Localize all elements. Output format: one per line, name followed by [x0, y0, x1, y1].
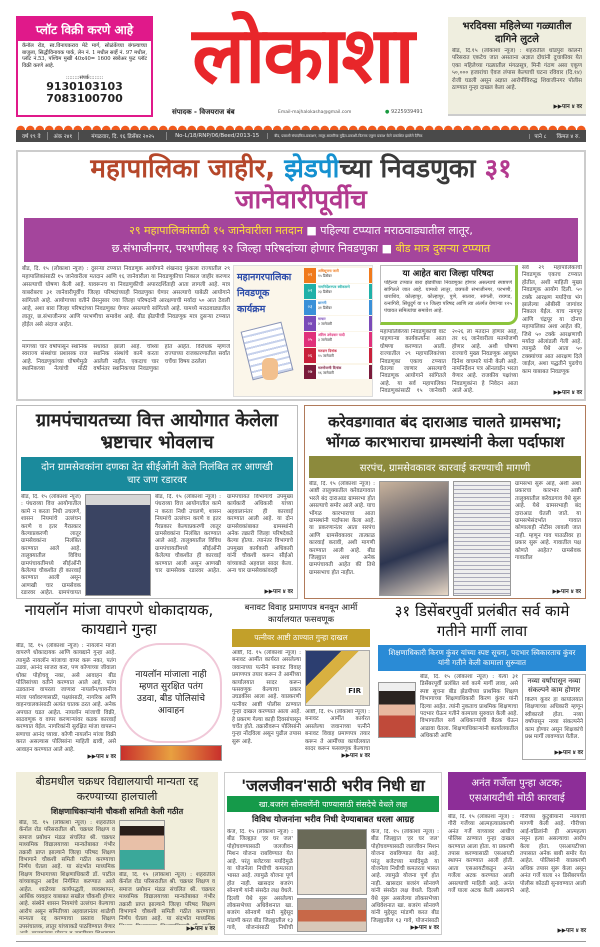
step-number: ०३	[304, 300, 316, 315]
scallop-border	[16, 121, 586, 130]
official-photo	[85, 494, 151, 596]
fir-illustration	[305, 650, 370, 706]
army-text-body: आष्टी, दि. १५ (लोकाशा न्यूज) : बनावट आर्मीत कार्यरत असलेल्या जवानाच्या पत्नीने बनावट विवाह प्रमाणपत्र तयार करून ते आर्मीच्या कार्यालयात सादर करून फसवणूक केल्याचा	[305, 709, 370, 752]
december-text-lead: बीड, दि. १५ (लोकाशा न्यूज) : येत्या ३१ डिसेंबरपूर्वी प्रलंबित सर्व कामे मार्गी लावा, असे स्पष्ट सूचना बीड झेडपीच्या प्राथमिक शिक्षण विभागाच्या शिक्षणाधिकारी किरण कुंवर यांनी दिल्या आहेत. त्यांनी नुकताच प्राथमिक शिक्षणाचा पदभार घेऊन गतीने कामाला सुरुवात केली आहे. विभागातील सर्व अधिकाऱ्यांची बैठक घेऊन आढावा घेतला. शिक्षणाधिकाऱ्यांनी कार्यालयातील अधिकारी आणि	[420, 674, 518, 740]
date-bar	[16, 130, 586, 142]
manja-more-link[interactable]: ▶▶पान ४ वर	[87, 754, 116, 760]
zp-list-box	[380, 265, 518, 325]
lead-more-link[interactable]: ▶▶पान ४ वर	[553, 390, 582, 396]
story-text-body: ग्रामसभा सुरू आहे, अशी अशा प्रकारचा कारभार आष्टी तालुक्यातील करेवडगाव येथे सुरू आहे. येथे ग्रामसभाही बंद दाराआड घेतली जाते. या ग्रामसभेसंदर्भात गावात कोणालाही नोटीस लावली जात नाही. म्हणून गाव पातळीवर हा प्रकार सुरू आहे. गावातील पक्ष कोणते आहेत? ग्रामसेवक गावातील	[515, 481, 581, 562]
step-label: मतमोजणी दिनांक	[318, 365, 342, 370]
lead-text-intro: बीड, दि. १५ (लोकाशा न्यूज) : दुसऱ्या टप्प्यात निवडणूक आयोगाने शंखनाद फुंकला राज्यातील २९ महापालिकांसाठी १५ जानेवारीला मतदान आणि १६ जानेवारीला या निवडणुकीचा निकाल जाहीर करणार असल्याची घोषणा केली आहे. यावरूनच या निवडणुकीची अपारदर्शिताही आता लागली आहे. मात्र याबरोबरच ३१ जानेवारीपूर्वीच जिल्हा परिषदांच्याही निवडणुका घेणार असल्याचे याबेळी आयोगाने सांगितले आहे. आयोगाच्या वतीने प्रेसनुसार ज्या जिल्हा परिषदांनी आरक्षणाची मर्यादा ५० आत ठेवली आहे, अशा बारा जिल्हा परिषदांच्या निवडणुका घेणार असल्याचे सांगितले आहे. यामध्ये मराठवाड्यातील लातूर, छ.संभाजीनगर आणि परभणीचा समावेश आहे. बीड झेडपीची निवडणूक मात्र दुसऱ्या टप्प्यात होईल असे अंदाज आहेत.	[22, 265, 230, 341]
banner-text: २९ महापालिकांसाठी १५ जानेवारीला मतदान	[129, 224, 303, 237]
ad-contact-label: ::::::::संपर्क::::::::	[65, 75, 103, 81]
lead-text-cont: मागच्या चार वर्षांपासून स्थानिक स्वराज्य संस्थांचा प्रशासक राज आहे. निवडणुकांच्या घोषणेमुळे स्थानिकच्या नेत्यांची मोठी संधावत झाली आहे. चौथ्या स्थानिक संस्थांचे कामे करता आलेली नाहीत. एकदाच चार वर्षांनंतर स्थानिकच्या निवडणुका होत आहेत. विरोधक म्हणजे राज्याच्या राजकारणातील सर्वांत चर्चेचा विषय ठरलेला	[22, 344, 230, 373]
story-body	[227, 829, 439, 932]
step-date: १५ जानेवारी	[318, 354, 334, 359]
story-headline: बीडमधील चक्रधर विद्यालयाची मान्यता रद्द करण्याच्या हालचाली	[35, 775, 199, 803]
story-body	[305, 478, 585, 598]
election-infographic	[233, 265, 373, 397]
page-bottom-rule	[16, 941, 586, 942]
banner-text: पहिल्या टप्प्यात मराठवाड्यातील लातूर,	[320, 224, 473, 237]
step-number: ०४	[304, 316, 316, 331]
email: Email-majhalokasha@gmail.com	[278, 110, 352, 115]
pages: पाने ८	[534, 134, 547, 140]
issue: अंक २४१	[48, 132, 80, 140]
step-label: छाननी	[318, 301, 327, 306]
step-detail	[316, 316, 334, 331]
infographic-step	[304, 300, 372, 315]
story-more-link[interactable]: ▶▶पान ४ वर	[186, 926, 215, 932]
mp-speech-photo	[297, 829, 367, 895]
ad-title: प्लॉट विक्री करणे आहे	[18, 18, 151, 41]
infographic-title-line: निवडणूक	[237, 288, 270, 299]
infographic-step	[304, 365, 372, 380]
manja-callout: नायलॉन मांजाला नाही म्हणत सुरक्षित पतंग उडवा, बीड पोलिसांचे आवाहन	[120, 643, 222, 743]
story-text-body: बीड, दि. १५ (लोकाशा न्यूज) : शहरातील कॅनॉल रोड परिसरातील श्री. चक्रधर शिक्षण व समाज प्रबोधन मंडळ संचलित श्री. चक्रधर माध्यमिक विद्यालयाच्या मान्यतेबाबत गंभीर तक्रारी प्राप्त झाल्याने जिल्हा परिषद शिक्षण विभागाने चौकशी समिती गठीत करण्याचा निर्णय घेतला आहे. या संदर्भात माध्यमिक	[119, 872, 215, 923]
step-date: ३ जानेवारी	[318, 338, 332, 343]
step-date: १६ जानेवारी	[318, 370, 334, 375]
story-headline: करेवडगावात बंद दाराआड चालते ग्रामसभा; भोंगळ कारभाराचा ग्रामस्थांनी केला पर्दाफाश	[325, 413, 565, 451]
side-story-title: भरदिवसा महिलेच्या गळ्यातील दागिने लुटले	[462, 21, 572, 45]
story-anant-garje	[448, 772, 586, 935]
infographic-step	[304, 284, 372, 299]
story-banner: दोन ग्रामसेवकांना दणका देत सीईओंनी केले निलंबित तर आणखी चार जण रडारवर	[21, 457, 293, 491]
date: मंगळवार, दि. १६ डिसेंबर २०२५	[79, 132, 167, 140]
step-detail	[316, 332, 347, 347]
army-right-column	[305, 650, 370, 760]
story-more-link[interactable]: ▶▶पान ४ वर	[264, 589, 293, 595]
story-text-b-column	[515, 481, 581, 596]
lead-text-right-body: सर्व २९ महापालिकांची निवडणूक एकाच टप्प्यात होतील, अशी माहिती मुख्य निवडणूक आयोग दिली. ५० टक्के आरक्षण मर्यादेचा भंग झालेल्या ओबीसी जागांवर निकाल येईल. याच नागपूर आणि चंद्रपूर या दोनच महापालिका अशा आहेत की, जिथे ५० टक्के आरक्षणाची मर्यादा ओलांडली गेली आहे. त्यामुळे येथे आता ५० टक्क्यांच्या आत आरक्षण दिले जाईल, अशा पद्धतीने पुढचेच काम याबाबत निवडणूक	[522, 265, 582, 375]
headline-part: महापालिका जाहीर,	[90, 154, 285, 184]
story-headline: अनंत गर्जेला पुन्हा अटक; एसआयटीची मोठी कारवाई	[448, 772, 586, 810]
lead-banner: २९ महापालिकांसाठी १५ जानेवारीला मतदान ■ पहिल्या टप्प्यात मराठवाड्यातील लातूर, छ.संभाजीनगर, परभणीसह १२ जिल्हा परिषदांच्या होणार निवडणुका ■ बीड मात्र दुसऱ्या टप्प्यात	[24, 218, 578, 262]
story-army-fraud	[232, 602, 370, 760]
lead-mid-column	[380, 265, 518, 397]
story-text-body: केज, दि. १५ (लोकाशा न्यूज) : बीड जिल्ह्यात 'हर घर जल' पोहोचवण्यासाठी जलजीवन मिशन योजना राबविण्यात येत आहे. परंतु बजेटच्या मर्यादेमुळे या योजनेला निधीची कमतरता भासत आहे. त्यामुळे योजना पूर्ण होत नाही. खासदार बजरंग सोनवणे यांनी संसदेत लक्ष वेधले. दिल्ली येथे सुरू असलेल्या लोकसभेच्या अधिवेशनात खा. बजरंग सोनवणे यांनी मुद्देसूद मांडणी करत बीड जिल्ह्यातील १३ गावे, योजनांसाठी	[371, 829, 439, 924]
kite-thread-photo	[120, 745, 222, 761]
ad-phone-1: 9130103103	[46, 80, 123, 93]
story-body	[17, 491, 297, 598]
infographic-step	[304, 348, 372, 363]
step-date: १५ डिसेंबर	[318, 274, 332, 278]
step-number: ०७	[304, 365, 316, 380]
lead-body	[18, 265, 584, 399]
editor-line: संपादक - विजयराज बंब	[172, 108, 235, 116]
publisher-note: बीड, प्रकाशी संपादकिय-प्रकाशन, लातूर-सातारिया मुद्रित-प्रकाशी-वितरक एकूण प्रकाश केले प्रकाशित झालेले दैनिक	[268, 134, 530, 139]
december-lead-column	[378, 674, 518, 760]
fir-label: FIR	[348, 687, 361, 695]
story-right-column	[119, 820, 215, 933]
lead-left-column	[22, 265, 230, 397]
army-text-a: आष्टी, दि. १५ (लोकाशा न्यूज) : बनावट आर्मीत कार्यरत असलेल्या जवानाच्या पत्नीने बनावट विवाह प्रमाणपत्र तयार करून ते आर्मीच्या कार्यालयात सादर करून फसवणूक केल्याचा प्रकार उघडकीस आला आहे. याप्रकरणी पत्नीवर आष्टी पोलीस ठाण्यात गुन्हा दाखल करण्यात आला आहे. हे प्रकरण गेल्या काही दिवसांपासून चर्चेत होते. तक्रारीवरून पोलिसांनी गुन्हा नोंदविला असून पुढील तपास सुरू आहे.	[232, 650, 301, 745]
sidebox-title: नव्या वर्षापासून नव्या संकल्पने काम होणार	[527, 677, 581, 694]
manja-callout-column	[120, 643, 222, 761]
headline-part: झेडपी	[284, 154, 340, 184]
december-more-link[interactable]: ▶▶पान ४ वर	[554, 750, 583, 756]
step-number: ०५	[304, 332, 316, 347]
volume: वर्ष १९ वे	[16, 132, 48, 140]
infographic-title-line: कार्यक्रम	[237, 304, 266, 315]
sidebox-text-body: किरण कुंवर हा कार्यालयात शिक्षणाच्या अधिकारी म्हणून स्वीकारले होता. नव्या वर्षापासून नव्या संकल्पनेने काम होणार असून शिक्षकांचे प्रश्न मार्गी लावण्यात येतील.	[525, 697, 583, 741]
step-label: मतदान दिनांक	[318, 349, 337, 354]
headline-part: ३१ जानेवारीपूर्वीच	[235, 154, 512, 215]
side-story-text: बीड, दि.१५ (लोकाशा न्यूज) : शहरातील धोंडपुरा कॉलनी परिसरात एकटेच जात असताना अज्ञात दोघांनी दुचाकीवर येत एका महिलेच्या गळ्यातील मंगळसूत्र, मिनी गंठण असा एकूण ५०,००० हजारांचा ऐवज लंपास केल्याची घटना रविवार (दि.१४) रोजी घडली असून अज्ञात आरोपींविरुद्ध शिवाजीनगर पोलीस ठाण्यात गुन्हा दाखल केला आहे.	[452, 48, 582, 92]
villager-photo	[379, 481, 449, 596]
step-detail	[316, 268, 341, 283]
step-label: माघार	[318, 317, 326, 322]
step-number: ०६	[304, 348, 316, 363]
story-text-b-column	[371, 829, 439, 932]
story-text-body: बीड, दि. १५ (लोकाशा न्यूज) : गौरी गर्जेच्या आत्महत्याप्रकरणी अनंत गर्जे याच्यावर आधीच पोलिस ठाण्यात गुन्हा दाखल करण्यात आला होता. या प्रकरणी तपास करण्यासाठी एसआयटी स्थापन करण्यात आली होती. आता एसआयटीकडून अनंत गर्जेला अटक करण्यात आली असल्याची माहिती आहे. अनंत गर्जे याला अटक केली असल्याने गौरीच्या कुटुंबीयांनी न्यायाची मागणी केली आहे. गौरीच्या आई-वडिलांनी ही आत्महत्या नसून हत्या असल्याचा आरोप केला होता. एसआयटीच्या तपासात अनेक बाबी समोर येत आहेत. पोलिसांनी याप्रकरणी अधिक तपास सुरू केला असून अनंत गर्जे याला २२ डिसेंबरपर्यंत पोलीस कोठडी सुनावण्यात आली आहे.	[448, 814, 586, 895]
side-story	[448, 17, 586, 116]
story-subhead: विविध योजनांना भरीव निधी देण्याबाबत धरला आग्रह	[252, 815, 414, 825]
december-body	[378, 674, 586, 760]
story-more-link[interactable]: ▶▶पान ४ वर	[410, 925, 439, 931]
story-text-a: बीड, दि. १५ (लोकाशा न्यूज) : पंधराव्या वित्त आयोगातील कामे न करता निधी उचलणे, शासन नियमांचे उल्लंघन करणे व इतर गैरप्रकार केल्याप्रकरणी लातूर ग्रामसेवकांना निलंबित करण्यात आले आहे. तालुक्यातील विविध ग्रामपंचायतींमध्ये सीईओंनी केलेल्या चौकशीत ही कारवाई करण्यात आली असून आणखी चार ग्रामसेवक रडारवर आहेत. ग्रामपंचायत	[21, 494, 81, 596]
document-photo	[453, 481, 511, 596]
whatsapp-icon: ●	[385, 109, 390, 115]
story-banner: सरपंच, ग्रामसेवकावर कारवाई करण्याची मागणी	[309, 456, 581, 478]
parliament-photo	[297, 898, 367, 932]
story-text-a: केज, दि. १५ (लोकाशा न्यूज) : बीड जिल्ह्यात 'हर घर जल' पोहोचवण्यासाठी जलजीवन मिशन योजना राबविण्यात येत आहे. परंतु बजेटच्या मर्यादेमुळे या योजनेला निधीची कमतरता भासत आहे. त्यामुळे योजना पूर्ण होत नाही. खासदार बजरंग सोनवणे यांनी संसदेत लक्ष वेधले. दिल्ली येथे सुरू असलेल्या लोकसभेच्या अधिवेशनात खा. बजरंग सोनवणे यांनी मुद्देसूद मांडणी करत बीड जिल्ह्यातील १३ गावे, योजनांसाठी निधीची	[227, 829, 293, 932]
education-officer-photo	[378, 682, 416, 738]
step-label: नामनिर्देशनपत्र स्वीकारणे	[318, 285, 350, 290]
infographic-title-line: महानगरपालिका	[237, 272, 292, 283]
story-headline: 'जलजीवन'साठी भरीव निधी द्या	[241, 776, 425, 795]
manja-text-column	[16, 643, 116, 761]
step-date: २ जानेवारी	[318, 322, 332, 327]
step-detail	[316, 348, 339, 363]
december-headline: ३१ डिसेंबरपुर्वी प्रलंबीत सर्व कामे गतीने मार्गी लावा	[394, 602, 570, 640]
story-text-body: बीड, दि. १५ (लोकाशा न्यूज) : पंधराव्या वित्त आयोगातील कामे न करता निधी उचलणे, शासन नियमांचे उल्लंघन करणे व इतर गैरप्रकार केल्याप्रकरणी लातूर ग्रामसेवकांना निलंबित करण्यात आले आहे. तालुक्यातील विविध ग्रामपंचायतींमध्ये सीईओंनी केलेल्या चौकशीत ही कारवाई करण्यात आली असून आणखी चार ग्रामसेवक रडारवर आहेत. ग्रामपंचायत विभागाचे उपमुख्य कार्यकारी अधिकारी यांच्या अहवालानंतर ही कारवाई करण्यात आली आहे. या दोन ग्रामसेवकांबाबत ग्रामस्थांनी अनेक तक्रारी जिल्हा परिषदेकडे केल्या होत्या. त्यानंतर विभागाचे उपमुख्य कार्यकारी अधिकारी यांनी चौकशी करून सीईओ यांच्याकडे अहवाल सादर केला. अन्य चार ग्रामसेवकांवरही	[155, 494, 293, 575]
story-photos	[297, 829, 367, 932]
infographic-step	[304, 316, 372, 331]
infographic-step	[304, 332, 372, 347]
officer-woman-photo	[119, 820, 165, 870]
story-text-a: बीड, दि. १५ (लोकाशा न्यूज) : आष्टी तालुक्यातील करेवडगावात भरले बंद दाराआड ग्रामसभा होत असल्याचे समोर आले आहे. याच भोंगळ कारभाराचा आता ग्रामस्थांनी पर्दाफाश केला आहे. या प्रकरणानंतर आता सरपंच आणि ग्रामसेवकावर तात्काळ कारवाई करावी, अशी मागणी करण्यात आली आहे. बीड जिल्ह्यात अशा अनेक ग्रामपंचायती आहेत की तिथे ग्रामसभाच होत नाहीत.	[309, 481, 375, 576]
side-story-more-link[interactable]: ▶▶पान ४ वर	[553, 104, 582, 110]
story-december-deadline	[378, 601, 586, 760]
december-sidebox	[522, 674, 586, 760]
lead-story	[16, 150, 586, 401]
infographic-step	[304, 268, 372, 283]
story-chakradhar-school	[16, 772, 218, 935]
zp-list-title: या आहेत बारा जिल्हा परिषदा	[402, 269, 494, 279]
step-detail	[316, 284, 352, 299]
story-text-body: बीड, दि. १५ (लोकाशा न्यूज) : शहरातील कॅनॉल रोड परिसरातील श्री. चक्रधर शिक्षण व समाज प्रबोधन मंडळ संचलित श्री. चक्रधर माध्यमिक विद्यालयाच्या मान्यतेबाबत गंभीर तक्रारी प्राप्त झाल्याने जिल्हा परिषद शिक्षण विभागाने चौकशी समिती गठीत करण्याचा निर्णय घेतला आहे. या संदर्भात माध्यमिक शिक्षण विभागाच्या शिक्षणाधिकारी डॉ. पाटील यांच्याकडून आदेश निर्गमित करण्यात आले आहेत. शाळेच्या कार्यपद्धती, व्यवस्थापन, आर्थिक व्यवहार याबाबत सखोल चौकशी होणार आहे. संस्थेने शासन नियमांचे उल्लंघन केल्याचा आरोप असून समितीच्या अहवालानंतर शाळेची मान्यता रद्द करण्याचा प्रस्ताव शिक्षण उपसंचालक, लातूर यांच्याकडे पाठविण्यात येणार	[19, 820, 115, 930]
step-number: ०१	[304, 268, 316, 283]
story-text-b-column	[155, 494, 293, 596]
infographic-title	[237, 270, 291, 318]
army-more-link[interactable]: ▶▶पान ४ वर	[341, 753, 370, 759]
step-date: ३१ डिसेंबर	[318, 306, 332, 311]
price: किंमत ४ रु.	[556, 134, 580, 140]
story-banner: खा.बजरंग सोनवणेंनी पाण्यासाठी संसदेचे वेधले लक्ष	[227, 796, 439, 812]
voting-hand-icon	[262, 358, 278, 380]
banner-text: छ.संभाजीनगर, परभणीसह १२ जिल्हा परिषदांच्या होणार निवडणुका	[111, 242, 379, 255]
phone-number: 9225939491	[390, 109, 423, 115]
story-finance-commission	[16, 405, 298, 599]
story-subhead: शिक्षणाधिकाऱ्यांनी चौकशी समिती केली गठीत	[50, 807, 184, 816]
army-banner: पत्नीवर आष्टी ठाण्यात गुन्हा दाखल	[232, 629, 370, 647]
infographic-steps	[304, 268, 372, 381]
story-karewadgaon	[304, 405, 586, 599]
story-jaljeevan	[224, 772, 442, 935]
lead-text-municipal: महापालिकेच्या निवडणुकांची वाट पाहणाऱ्या कार्यकर्त्यांना आता घोषणा करण्यात आली. राज्यातील २९ महापालिकांच्या निवडणुका एकाच टप्प्यात घेतल्या जाणार असल्याचे निवडणूक आयोगाने सांगितले आहे. या सर्व महापालिका निवडणुकांसाठी १५ जानेवारी २०२६ ला मतदान होणार आहे, तर १६ जानेवारीला मतमोजणी होणार आहे. अशी घोषणा राज्याचे मुख्य निवडणूक आयुक्त दिनेश वाघमारे यांनी केली आहे. नामनिर्देशन पत्र ऑनलाईन भरता येणार आहे. राजकीय पक्षांच्या निवडणुकांना हे निवेदन आता आले आहे.	[380, 329, 518, 395]
december-banner: शिक्षणाधिकारी किरण कुंवर यांच्या स्पष्ट सूचना, पदभार स्विकारताच कुंवर यांनी गतीने केली कामाला सुरूवात	[378, 645, 586, 671]
manja-headline: नायलॉन मांजा वापरणे धोकादायक, कायद्याने गुन्हा	[24, 601, 214, 638]
plot-sale-ad	[16, 16, 153, 117]
ad-text: कॅनॉल रोड, स्व.विनायकराव मेटे मार्ग, सोळंकेंच्या बंगल्याच्या बाजुला, सिद्धीविनायक पार्क, लेन नं. 1 मधील सर्व्हे नं. 97 मधील, प्लॉट नं.53, पश्चिम मुखी 40x40= 1600 स्क्वेअर फुट प्लॉट विक्री करणे आहे.	[22, 43, 147, 69]
lead-right-column	[522, 265, 582, 397]
army-headline: बनावट विवाह प्रमाणपत्र बनवून आर्मी कार्यालयात फसवणूक	[244, 603, 358, 625]
manja-body	[16, 643, 222, 761]
newspaper-logo: लोकाशा	[192, 11, 413, 101]
story-more-link[interactable]: ▶▶पान ४ वर	[552, 589, 581, 595]
step-date: २३ डिसेंबर	[318, 290, 332, 295]
step-detail	[316, 365, 343, 380]
step-label: अधिसूचना जारी	[318, 269, 339, 273]
story-headline: ग्रामपंचायतच्या वित्त आयोगात केलेला भ्रष्टाचार भोवलाच	[35, 410, 279, 453]
step-detail	[316, 300, 334, 315]
headline-part: च्या निवडणुका	[339, 154, 485, 184]
ad-phone-2: 7083100700	[46, 92, 123, 105]
lead-headline	[18, 152, 584, 216]
step-label: अंतिम उमेदवार यादी	[318, 333, 345, 338]
zp-list-text: पहिल्या टप्प्यात बारा झेडपींच्या निवडणुका होणार असल्याचे स्पष्टपणे सांगितले जात आहे. यामध्ये लातूर, छत्रपती संभाजीनगर, परभणी, धाराशिव, कोल्हापूर, कोल्हापूर, पुणे, सातारा, सांगली, रायगड, रत्नागिरी, सिंधुदुर्ग या १२ जिल्हा परिषद आणि त्या अंतर्गत येणाऱ्या १२५ पंचायत समित्यांचा समावेश आहे.	[384, 280, 512, 314]
manja-text-body: बीड, दि. १५ (लोकाशा न्यूज) : नायलॉन मांजा वापरणे धोकादायक आणि कायद्याने गुन्हा आहे. त्यामुळे नायलॉन मांजाचा वापर करू नका, पतंग उडवा, आनंद साजरा करा, पण कोणाच्या जीवाला धोका पोहोचवू नका, असे आवाहन बीड पोलिसांच्या वतीने करण्यात आले आहे. पतंग उडवताना वापरला जाणारा नायलॉन/चायनीज मांजा पर्यावरणासाठी, पक्ष्यांसाठी, नागरिक आणि वाहनचालकांसाठी अत्यंत घातक ठरत आहे. अनेक अपघात घडत आहेत. नायलॉन मांजाची विक्री, साठवणूक व वापर करणाऱ्यांवर कडक कारवाई करण्यात येईल. नागरिकांनी सुरक्षित मांजा वापरून सणाचा आनंद घ्यावा. कोणी नायलॉन मांजा विक्री करत असल्यास पोलिसांना माहिती द्यावी, असे आवाहन करण्यात आले आहे.	[16, 643, 116, 753]
registration: No-L/18/RNP/06/Beed/2013-15	[167, 133, 268, 139]
story-more-link[interactable]: ▶▶पान ४ वर	[557, 928, 586, 934]
story-body	[19, 820, 215, 933]
phone	[385, 109, 423, 115]
story-nylon-manja	[16, 601, 222, 761]
banner-text: बीड मात्र दुसऱ्या टप्प्यात	[395, 242, 491, 255]
army-body	[232, 650, 370, 760]
step-number: ०२	[304, 284, 316, 299]
